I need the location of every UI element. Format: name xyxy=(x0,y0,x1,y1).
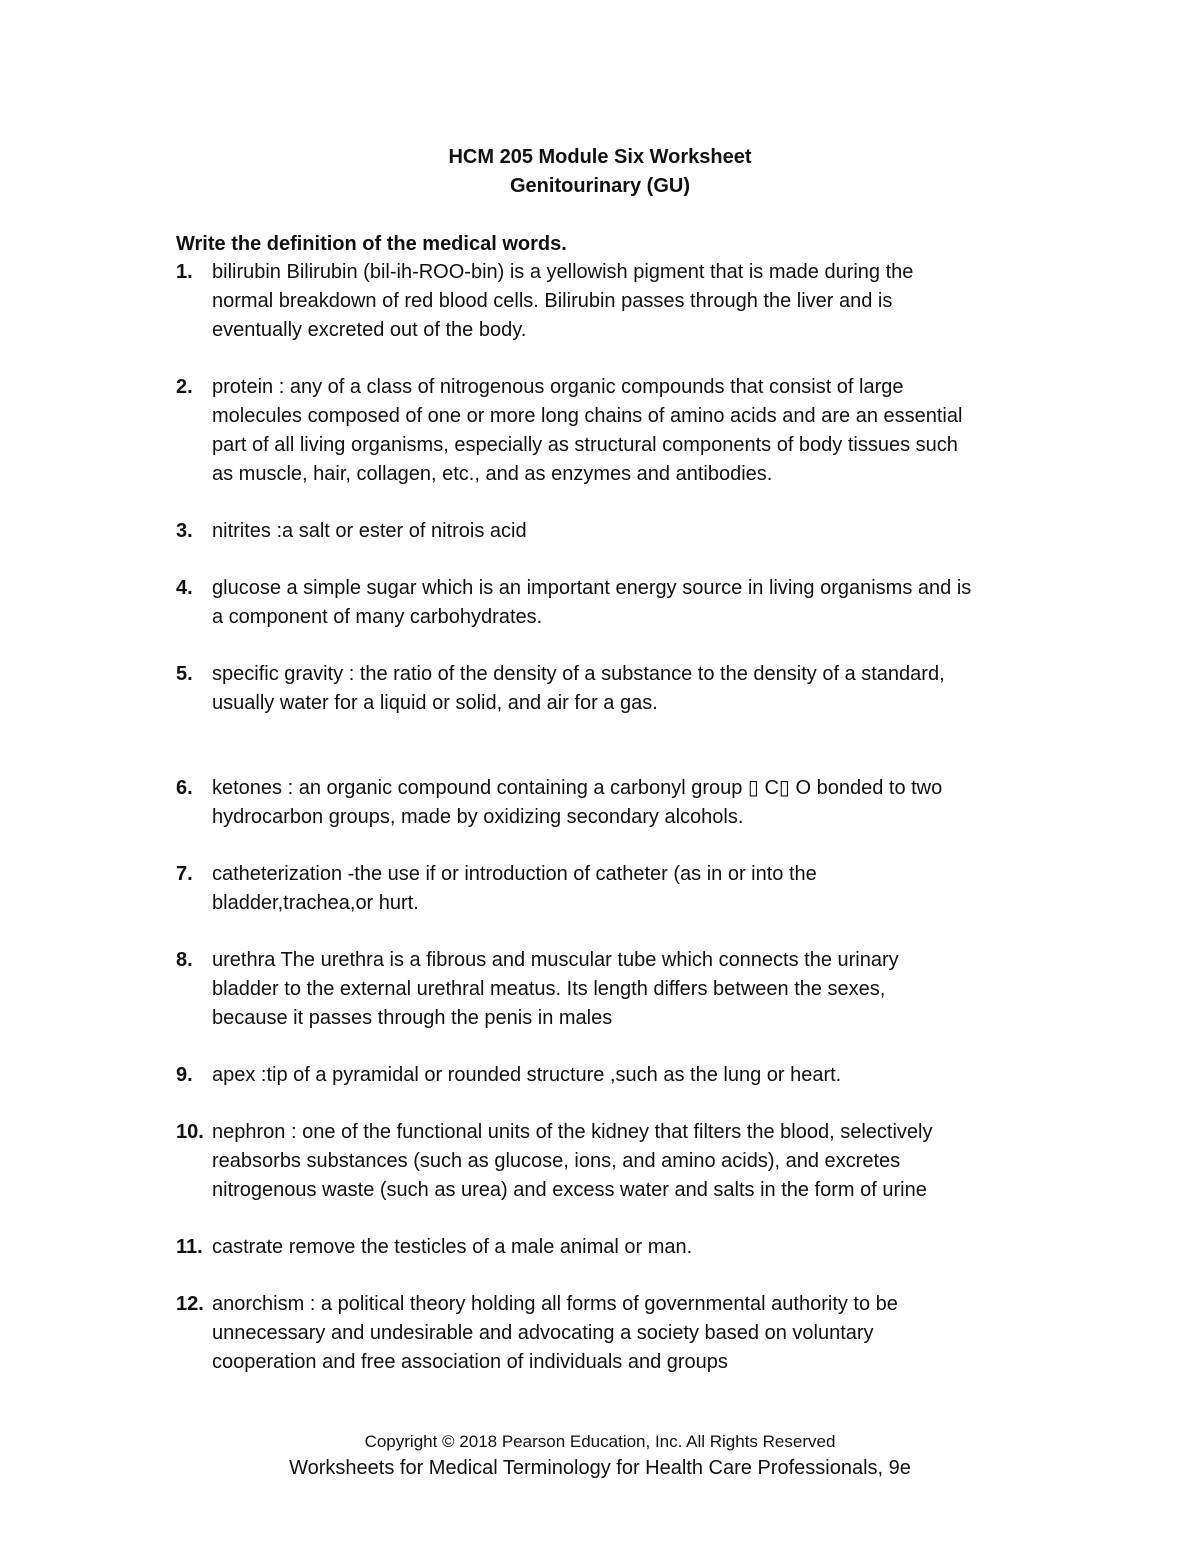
item-line: bilirubin Bilirubin (bil-ih-ROO-bin) is a yellowish pigment that is made during the xyxy=(212,261,914,283)
list-item xyxy=(176,373,1036,489)
item-line: nitrites :a salt or ester of nitrois acid xyxy=(212,520,527,542)
list-item xyxy=(176,1290,1036,1377)
item-line: catheterization -the use if or introduction of catheter (as in or into the xyxy=(212,863,817,885)
item-line: bladder to the external urethral meatus. Its length differs between the sexes, xyxy=(212,978,886,1000)
item-line: castrate remove the testicles of a male animal or man. xyxy=(212,1236,693,1258)
copyright-text: Copyright © 2018 Pearson Education, Inc. All Rights Reserved xyxy=(364,1432,836,1451)
item-line: bladder,trachea,or hurt. xyxy=(212,892,419,914)
list-item xyxy=(176,946,1036,1033)
item-number: 6. xyxy=(176,777,193,799)
item-line: nephron : one of the functional units of the kidney that filters the blood, selectively xyxy=(212,1121,933,1143)
list-item xyxy=(176,1233,1036,1262)
item-line: protein : any of a class of nitrogenous organic compounds that consist of large xyxy=(212,376,904,398)
item-line: as muscle, hair, collagen, etc., and as enzymes and antibodies. xyxy=(212,463,773,485)
item-line: cooperation and free association of individuals and groups xyxy=(212,1351,728,1373)
title-block xyxy=(0,143,1200,201)
page-subtitle: Genitourinary (GU) xyxy=(509,175,690,197)
item-line: glucose a simple sugar which is an important energy source in living organisms and is xyxy=(212,577,972,599)
item-line: a component of many carbohydrates. xyxy=(212,606,543,628)
book-title: Worksheets for Medical Terminology for Health Care Professionals, 9e xyxy=(289,1457,911,1479)
list-item xyxy=(176,258,1036,345)
item-line: normal breakdown of red blood cells. Bilirubin passes through the liver and is xyxy=(212,290,893,312)
item-line: ketones : an organic compound containing a carbonyl group ▯ C▯ O bonded to two xyxy=(212,777,943,799)
item-number: 11. xyxy=(176,1236,203,1258)
item-line: because it passes through the penis in males xyxy=(212,1007,613,1029)
list-item xyxy=(176,517,1036,546)
item-number: 1. xyxy=(176,261,193,283)
item-line: unnecessary and undesirable and advocating a society based on voluntary xyxy=(212,1322,874,1344)
item-number: 10. xyxy=(176,1121,204,1143)
item-line: specific gravity : the ratio of the density of a substance to the density of a standard, xyxy=(212,663,945,685)
item-line: hydrocarbon groups, made by oxidizing secondary alcohols. xyxy=(212,806,744,828)
list-item xyxy=(176,774,1036,832)
item-line: urethra The urethra is a fibrous and muscular tube which connects the urinary xyxy=(212,949,899,971)
item-number: 2. xyxy=(176,376,193,398)
item-number: 3. xyxy=(176,520,193,542)
item-line: anorchism : a political theory holding all forms of governmental authority to be xyxy=(212,1293,898,1315)
item-line: usually water for a liquid or solid, and air for a gas. xyxy=(212,692,658,714)
page-footer xyxy=(0,1430,1200,1482)
item-number: 8. xyxy=(176,949,193,971)
definition-list xyxy=(176,258,1036,1377)
list-item xyxy=(176,1061,1036,1090)
item-line: reabsorbs substances (such as glucose, ions, and amino acids), and excretes xyxy=(212,1150,901,1172)
item-number: 9. xyxy=(176,1064,193,1086)
item-line: molecules composed of one or more long chains of amino acids and are an essential xyxy=(212,405,963,427)
item-number: 7. xyxy=(176,863,193,885)
item-number: 5. xyxy=(176,663,193,685)
page-title: HCM 205 Module Six Worksheet xyxy=(448,146,752,168)
item-number: 4. xyxy=(176,577,193,599)
item-line: nitrogenous waste (such as urea) and excess water and salts in the form of urine xyxy=(212,1179,927,1201)
item-line: eventually excreted out of the body. xyxy=(212,319,527,341)
instruction-text: Write the definition of the medical words. xyxy=(176,233,567,255)
item-number: 12. xyxy=(176,1293,204,1315)
list-item xyxy=(176,660,1036,718)
list-item xyxy=(176,860,1036,918)
item-line: part of all living organisms, especially as structural components of body tissues such xyxy=(212,434,958,456)
item-line: apex :tip of a pyramidal or rounded structure ,such as the lung or heart. xyxy=(212,1064,842,1086)
list-item xyxy=(176,574,1036,632)
list-item xyxy=(176,1118,1036,1205)
